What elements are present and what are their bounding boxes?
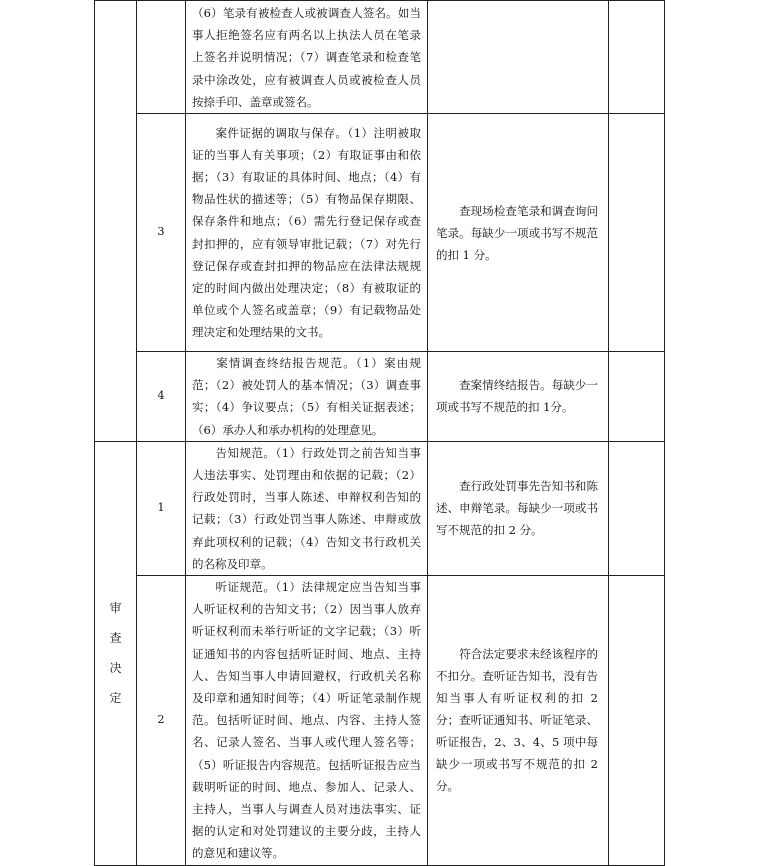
item-number bbox=[137, 1, 186, 114]
requirement-cell bbox=[186, 114, 428, 352]
table-row bbox=[95, 441, 665, 575]
standard-cell bbox=[428, 576, 609, 866]
score-cell bbox=[609, 441, 665, 575]
evaluation-table bbox=[94, 0, 665, 866]
score-cell bbox=[609, 114, 665, 352]
requirement-text: 听证规范。（1）法律规定应当告知当事人听证权利的告知文书；（2）因当事人放弃听证权利而未举行听证的文字记载；（3）听证通知书的内容包括听证时间、地点、主持人、告知当事人申请回避权，行政机关名称及印章和通知时间等；（4）听证笔录制作规范。包括听证时间、地点、内容、主持人签名、记录人签名、当事人或代理人签名等；（5）听证报告内容规范。包括听证报告应当载明听证的时间、地点、参加人、记录人、主持人，当事人与调查人员对违法事实、证据的认定和对处罚建议的主要分歧，主持人的意见和建议等。 bbox=[192, 580, 421, 861]
requirement-cell bbox=[186, 352, 428, 442]
phase-cell-review-decision bbox=[95, 441, 137, 865]
requirement-cell bbox=[186, 576, 428, 866]
table-row bbox=[95, 352, 665, 442]
item-number: 1 bbox=[137, 441, 186, 575]
item-number: 4 bbox=[137, 352, 186, 442]
requirement-text: 告知规范。（1）行政处罚之前告知当事人违法事实、处罚理由和依据的记载；（2）行政处罚时，当事人陈述、申辩权利告知的记载；（3）行政处罚当事人陈述、申辩或放弃此项权利的记载；（4）告知文书行政机关的名称及印章。 bbox=[192, 445, 421, 571]
item-number: 3 bbox=[137, 114, 186, 352]
requirement-text: 案情调查终结报告规范。（1）案由规范；（2）被处罚人的基本情况；（3）调查事实；（4）争议要点；（5）有相关证据表述；（6）承办人和承办机构的处理意见。 bbox=[192, 356, 421, 437]
table-row bbox=[95, 1, 665, 114]
requirement-text: 案件证据的调取与保存。（1）注明被取证的当事人有关事项；（2）有取证事由和依据；（3）有取证的具体时间、地点；（4）有物品性状的描述等；（5）有物品保存期限、保存条件和地点；（6）需先行登记保存或查封扣押的，应有领导审批记载；（7）对先行登记保存或查封扣押的物品应在法律法规规定的时间内做出处理决定；（8）有被取证的单位或个人签名或盖章；（9）有记载物品处理决定和处理结果的文书。 bbox=[192, 125, 421, 340]
score-cell bbox=[609, 1, 665, 114]
standard-text: 查行政处罚事先告知书和陈述、申辩笔录。每缺少一项或书写不规范的扣 2 分。 bbox=[436, 479, 598, 538]
standard-cell bbox=[428, 1, 609, 114]
standard-cell bbox=[428, 114, 609, 352]
standard-cell bbox=[428, 352, 609, 442]
requirement-cell bbox=[186, 1, 428, 114]
requirement-text: （6）笔录有被检查人或被调查人签名。如当事人拒绝签名应有两名以上执法人员在笔录上签名并说明情况；（7）调查笔录和检查笔录中涂改处，应有被调查人员或被检查人员按捺手印、盖章或签名。 bbox=[192, 6, 421, 109]
score-cell bbox=[609, 576, 665, 866]
phase-label: 审 查 决 定 bbox=[109, 601, 122, 706]
table-row bbox=[95, 576, 665, 866]
standard-text: 查现场检查笔录和调查询问笔录。每缺少一项或书写不规范的扣 1 分。 bbox=[436, 203, 598, 262]
item-number: 2 bbox=[137, 576, 186, 866]
standard-cell bbox=[428, 441, 609, 575]
standard-text: 查案情终结报告。每缺少一项或书写不规范的扣 1分。 bbox=[436, 378, 598, 415]
standard-text: 符合法定要求未经该程序的不扣分。查听证告知书，没有告知当事人有听证权利的扣 2 分；查听证通知书、听证笔录、听证报告，2、3、4、5 项中每缺少一项或书写不规范的扣 2 分。 bbox=[436, 647, 598, 794]
table-row bbox=[95, 114, 665, 352]
requirement-cell bbox=[186, 441, 428, 575]
phase-cell-investigation bbox=[95, 1, 137, 442]
score-cell bbox=[609, 352, 665, 442]
